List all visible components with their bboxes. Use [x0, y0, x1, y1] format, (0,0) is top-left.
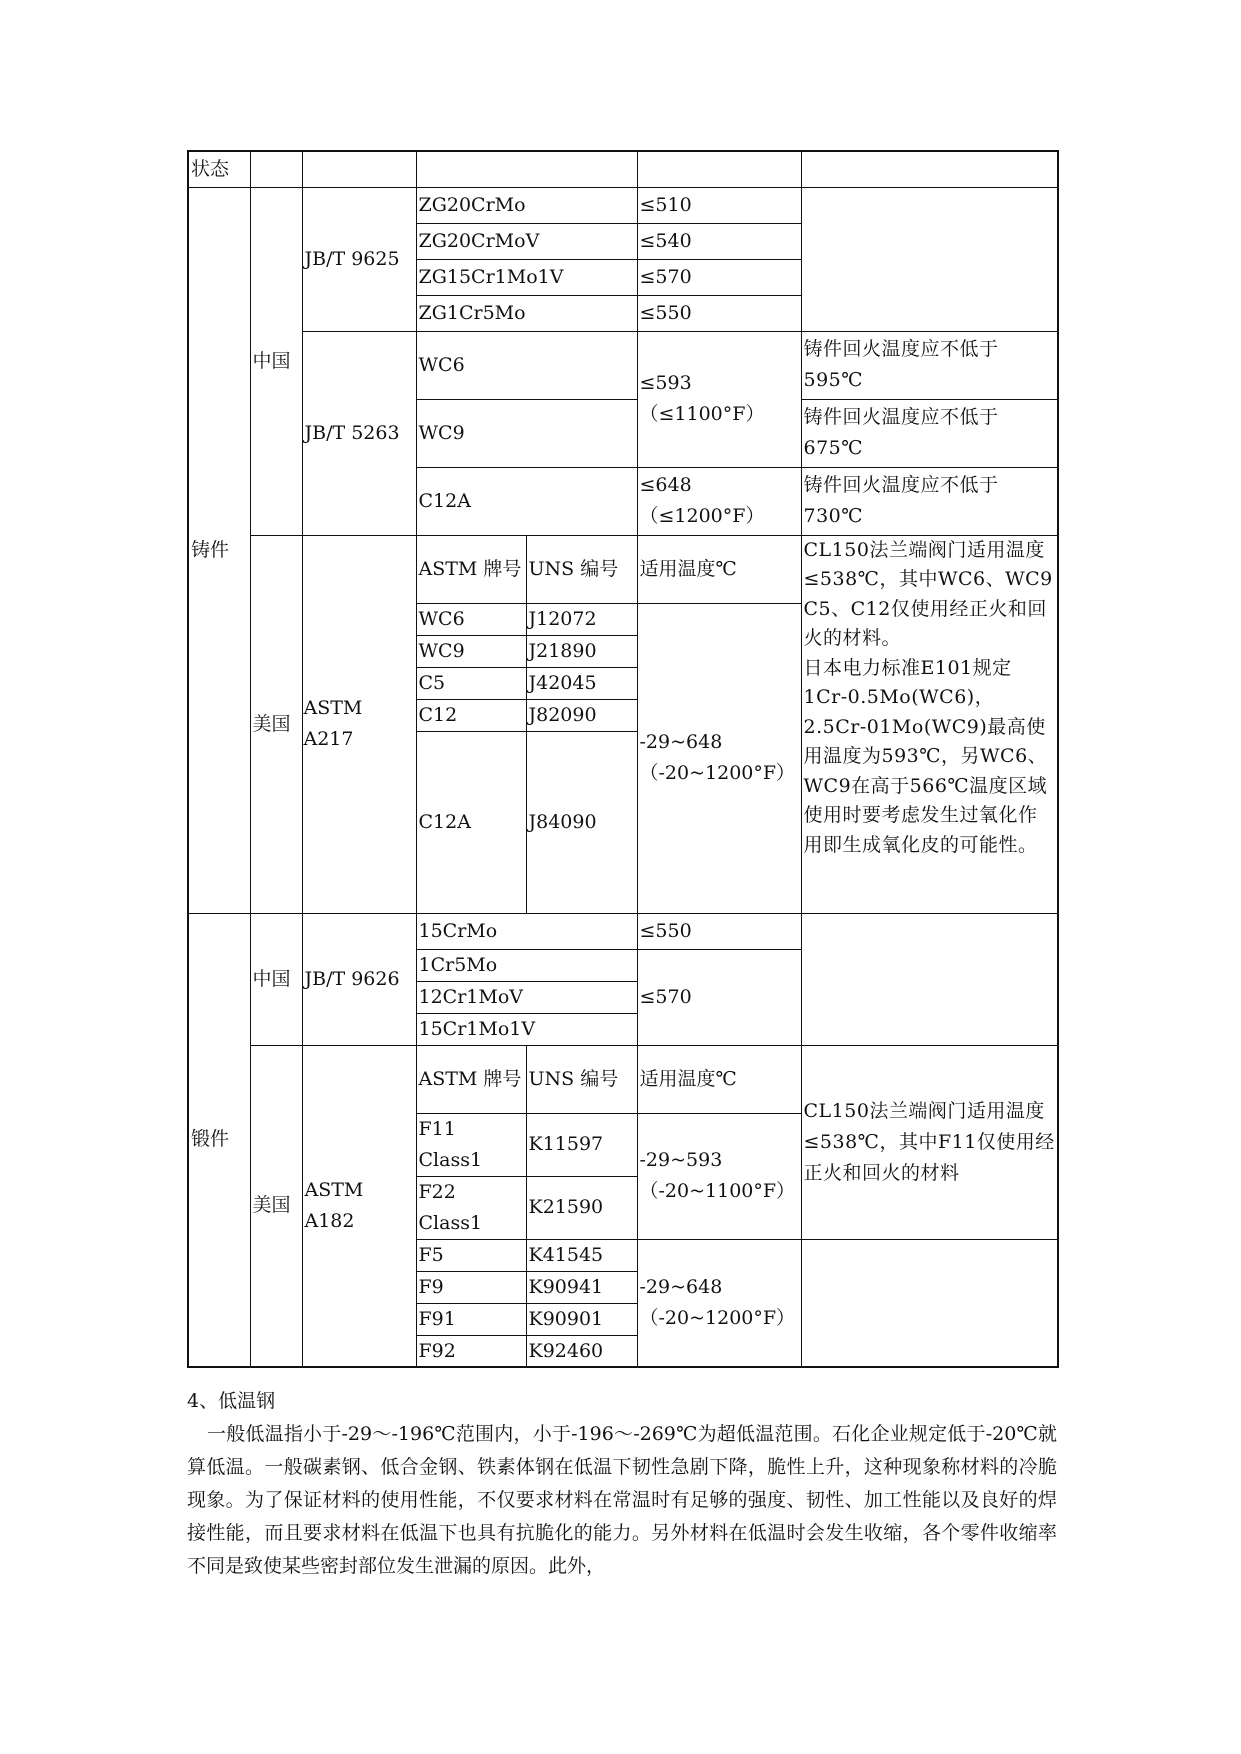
casting-usa-label: 美国	[250, 535, 302, 913]
temp-cell: ≤550	[637, 295, 801, 331]
grade-cell: F92	[416, 1335, 526, 1367]
forging-usa-label: 美国	[250, 1045, 302, 1367]
uns-cell: J21890	[526, 635, 637, 667]
std-jb9625: JB/T 9625	[302, 187, 416, 331]
header-grade: ASTM 牌号	[416, 535, 526, 603]
casting-china-label: 中国	[250, 187, 302, 535]
grade-cell: ZG15Cr1Mo1V	[416, 259, 637, 295]
temp-cell: ≤570	[637, 259, 801, 295]
grade-cell: C12A	[416, 467, 637, 535]
grade-cell: F11 Class1	[416, 1113, 526, 1176]
header-temp: 适用温度℃	[637, 535, 801, 603]
temp-cell: ≤648 （≤1200°F）	[637, 467, 801, 535]
uns-cell: K21590	[526, 1176, 637, 1239]
temp-cell: -29~648 （-20~1200°F）	[637, 1239, 801, 1367]
section-paragraph: 一般低温指小于-29～-196℃范围内，小于-196～-269℃为超低温范围。石化企业规定低于-20℃就算低温。一般碳素钢、低合金钢、铁素体钢在低温下韧性急剧下降，脆性上升，这种现象称材料的冷脆现象。为了保证材料的使用性能，不仅要求材料在常温时有足够的强度、韧性、加工性能以及良好的焊接性能，而且要求材料在低温下也具有抗脆化的能力。另外材料在低温时会发生收缩，各个零件收缩率不同是致使某些密封部位发生泄漏的原因。此外，	[187, 1423, 1057, 1577]
note-cell: 铸件回火温度应不低于675℃	[801, 399, 1058, 467]
note-cell: CL150法兰端阀门适用温度≤538℃，其中F11仅使用经正火和回火的材料	[801, 1045, 1058, 1239]
forging-china-label: 中国	[250, 913, 302, 1045]
uns-cell: J42045	[526, 667, 637, 699]
grade-cell: 15CrMo	[416, 913, 637, 949]
uns-cell: K92460	[526, 1335, 637, 1367]
uns-cell: J12072	[526, 603, 637, 635]
grade-cell: 12Cr1MoV	[416, 981, 637, 1013]
temp-cell: ≤540	[637, 223, 801, 259]
note-cell: 铸件回火温度应不低于730℃	[801, 467, 1058, 535]
temp-cell: ≤550	[637, 913, 801, 949]
grade-cell: C12	[416, 699, 526, 731]
grade-cell: 15Cr1Mo1V	[416, 1013, 637, 1045]
material-table	[187, 150, 1059, 1368]
grade-cell: F22 Class1	[416, 1176, 526, 1239]
note-cell: CL150法兰端阀门适用温度≤538℃，其中WC6、WC9 C5、C12仅使用经正火和回火的材料。 日本电力标准E101规定1Cr-0.5Mo(WC6)，2.5Cr-01Mo(WC9)最高使用温度为593℃，另WC6、WC9在高于566℃温度区域使用时要考虑发生过氧化作用即生成氧化皮的可能性。	[801, 535, 1058, 913]
uns-cell: K90941	[526, 1271, 637, 1303]
header-uns: UNS 编号	[526, 1045, 637, 1113]
uns-cell: J82090	[526, 699, 637, 731]
grade-cell: C5	[416, 667, 526, 699]
forging-label: 锻件	[188, 913, 250, 1367]
temp-cell: ≤593 （≤1100°F）	[637, 331, 801, 467]
temp-cell: -29~648 （-20~1200°F）	[637, 603, 801, 913]
grade-cell: WC6	[416, 603, 526, 635]
std-jb5263: JB/T 5263	[302, 331, 416, 535]
grade-cell: C12A	[416, 731, 526, 913]
uns-cell: K90901	[526, 1303, 637, 1335]
std-a182: ASTM A182	[302, 1045, 416, 1367]
header-temp: 适用温度℃	[637, 1045, 801, 1113]
temp-cell: ≤510	[637, 187, 801, 223]
low-temp-steel-section	[187, 1385, 1057, 1583]
grade-cell: WC9	[416, 635, 526, 667]
grade-cell: F5	[416, 1239, 526, 1271]
grade-cell: ZG20CrMoV	[416, 223, 637, 259]
grade-cell: ZG20CrMo	[416, 187, 637, 223]
grade-cell: WC9	[416, 399, 637, 467]
section-heading: 4、低温钢	[187, 1390, 276, 1412]
header-uns: UNS 编号	[526, 535, 637, 603]
uns-cell: K41545	[526, 1239, 637, 1271]
note-cell: 铸件回火温度应不低于595℃	[801, 331, 1058, 399]
grade-cell: F91	[416, 1303, 526, 1335]
header-state: 状态	[188, 151, 250, 187]
grade-cell: 1Cr5Mo	[416, 949, 637, 981]
grade-cell: ZG1Cr5Mo	[416, 295, 637, 331]
temp-cell: -29~593 （-20~1100°F）	[637, 1113, 801, 1239]
casting-label: 铸件	[188, 187, 250, 913]
std-jb9626: JB/T 9626	[302, 913, 416, 1045]
grade-cell: F9	[416, 1271, 526, 1303]
grade-cell: WC6	[416, 331, 637, 399]
header-grade: ASTM 牌号	[416, 1045, 526, 1113]
temp-cell: ≤570	[637, 949, 801, 1045]
std-a217: ASTM A217	[302, 535, 416, 913]
uns-cell: K11597	[526, 1113, 637, 1176]
uns-cell: J84090	[526, 731, 637, 913]
